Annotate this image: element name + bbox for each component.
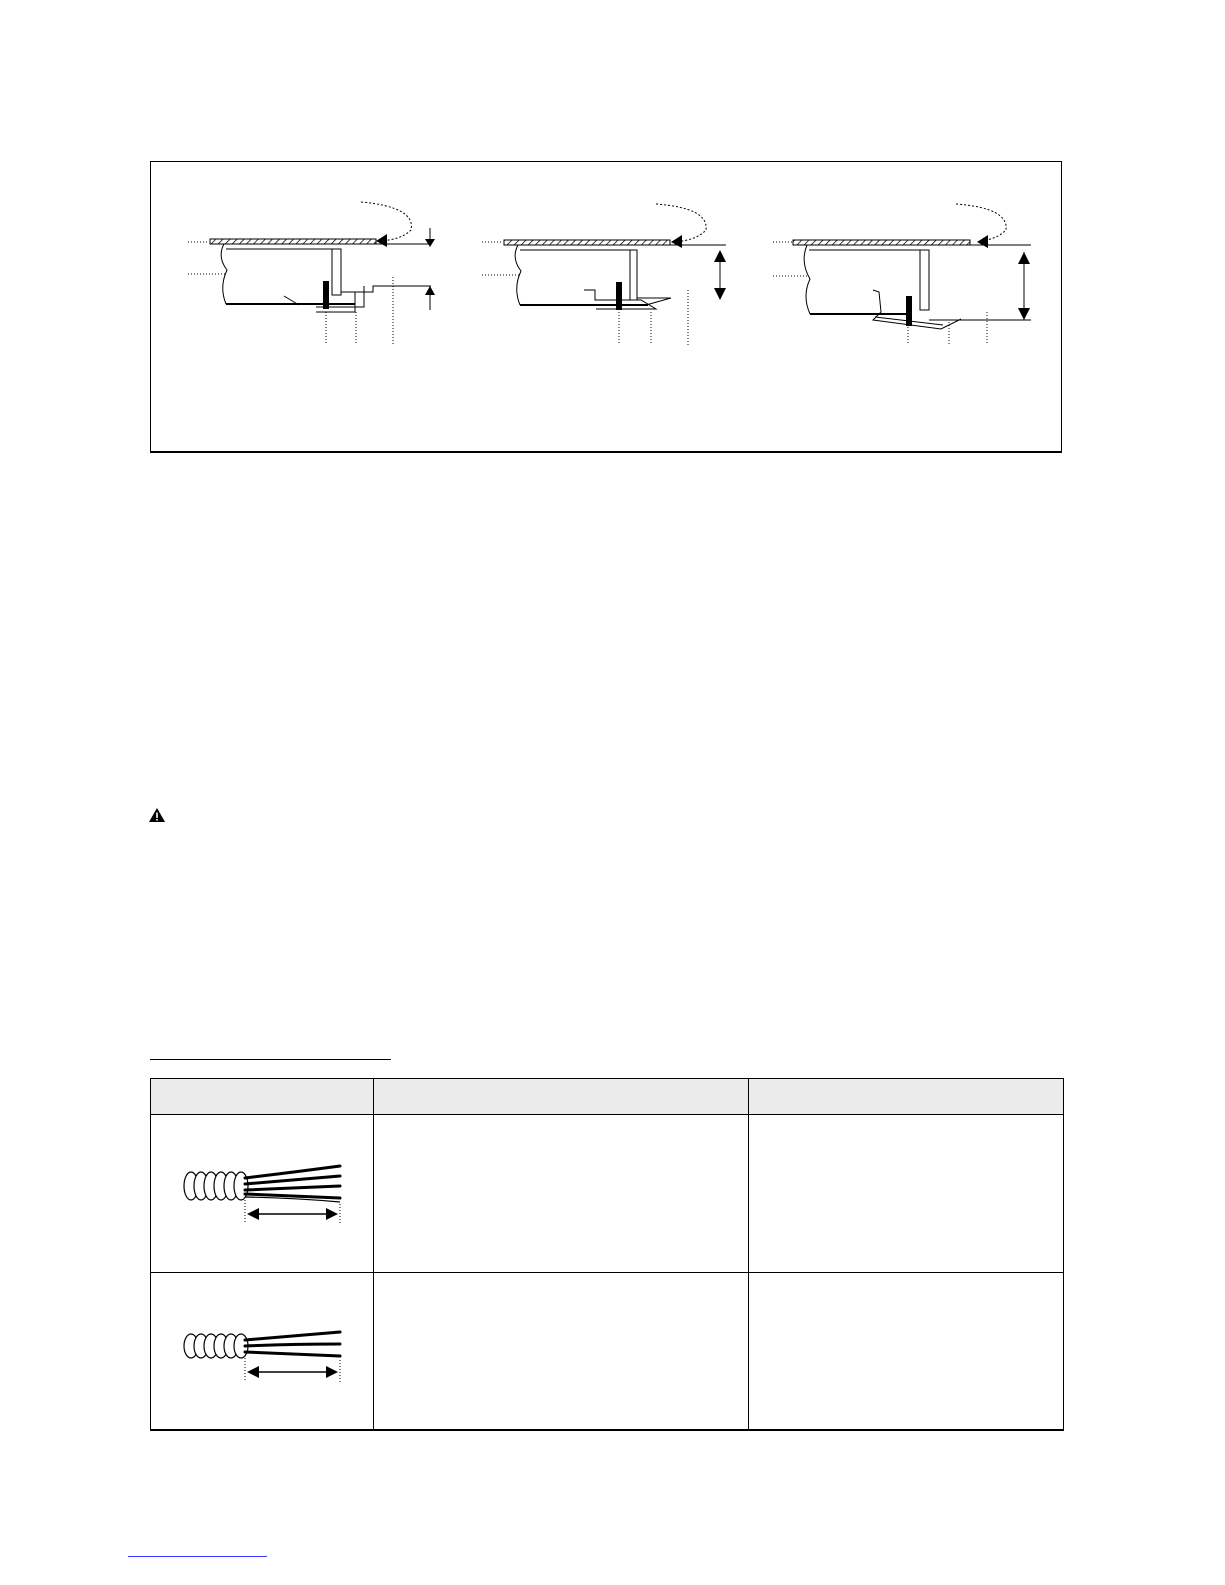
installation-diagram-frame bbox=[150, 161, 1062, 453]
cable-image-cell bbox=[151, 1272, 374, 1430]
table-header-cell bbox=[749, 1079, 1064, 1115]
table-cell bbox=[749, 1115, 1064, 1272]
installation-diagram bbox=[151, 162, 1063, 454]
stranded-cable-icon bbox=[175, 1158, 350, 1228]
diagram-panel-2 bbox=[482, 204, 726, 345]
cable-spec-table bbox=[150, 1078, 1064, 1431]
warning-triangle-icon bbox=[148, 807, 166, 823]
cable-image-cell bbox=[151, 1115, 374, 1272]
table-cell bbox=[749, 1272, 1064, 1430]
section-heading-underline bbox=[150, 1059, 391, 1060]
diagram-panel-3 bbox=[773, 204, 1031, 345]
table-row bbox=[151, 1272, 1064, 1430]
footer-link-underline[interactable] bbox=[128, 1556, 267, 1557]
table-header-cell bbox=[151, 1079, 374, 1115]
table-cell bbox=[374, 1272, 749, 1430]
diagram-panel-1 bbox=[188, 202, 435, 345]
table-row bbox=[151, 1115, 1064, 1272]
stranded-cable-icon bbox=[175, 1316, 350, 1386]
table-cell bbox=[374, 1115, 749, 1272]
ceiling-board-hatched bbox=[210, 239, 376, 244]
table-header-cell bbox=[374, 1079, 749, 1115]
screw-icon bbox=[323, 281, 329, 309]
table-header-row bbox=[151, 1079, 1064, 1115]
